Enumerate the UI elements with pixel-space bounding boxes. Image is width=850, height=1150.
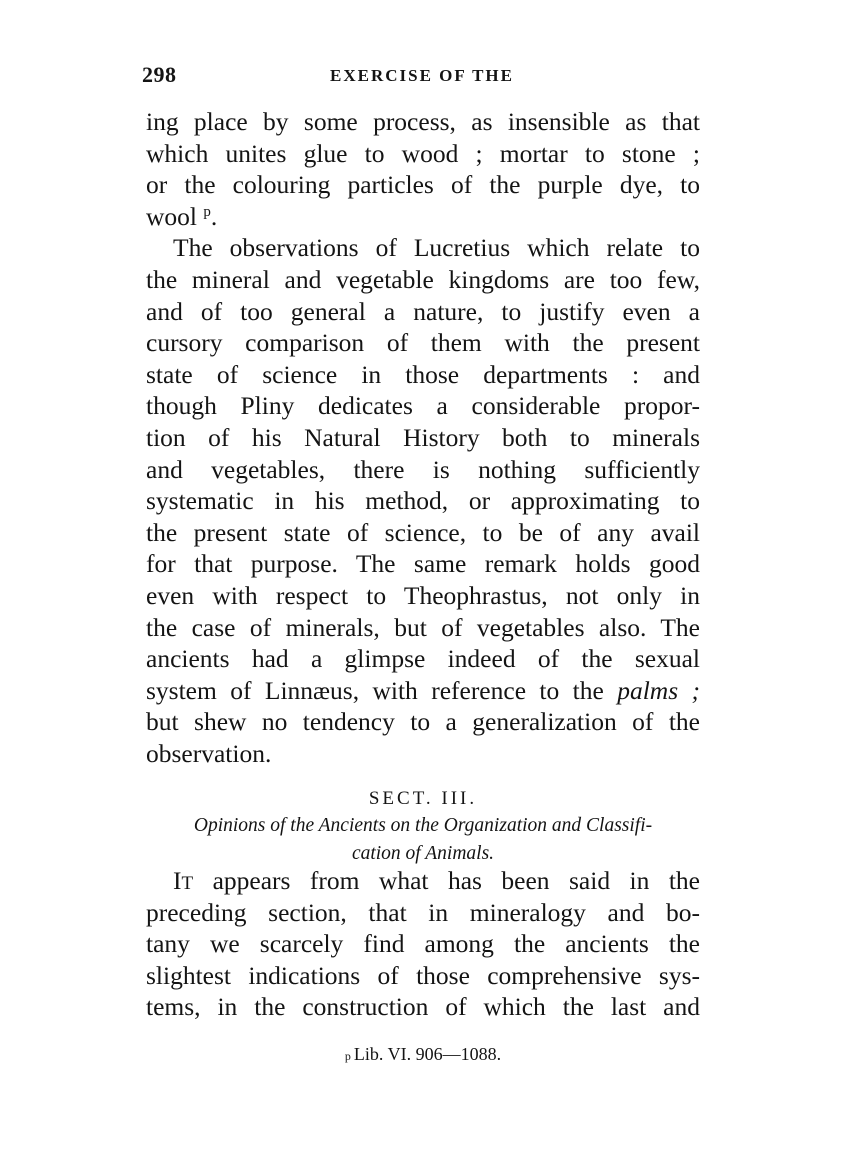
page-header <box>142 62 702 92</box>
text-line: slightest indications of those comprehensive sys- <box>146 960 700 990</box>
text-line: state of science in those departments : and <box>146 359 700 389</box>
text-line: even with respect to Theophrastus, not only in <box>146 580 700 610</box>
text-line: The observations of Lucretius which relate to <box>173 233 700 263</box>
section-text <box>146 865 700 1023</box>
text-line: the case of minerals, but of vegetables also. The <box>146 612 700 642</box>
text-fragment: appears from what has been said in the <box>193 866 700 895</box>
text-fragment: . <box>210 201 218 231</box>
text-line: ancients had a glimpse indeed of the sexual <box>146 644 700 674</box>
text-line: though Pliny dedicates a considerable propor- <box>146 391 700 421</box>
drop-initial: I <box>173 866 182 895</box>
section-subtitle <box>146 812 700 868</box>
text-line: the mineral and vegetable kingdoms are too few, <box>146 264 700 294</box>
text-line: and vegetables, there is nothing sufficiently <box>146 454 700 484</box>
text-line: which unites glue to wood ; mortar to stone ; <box>146 138 700 168</box>
subtitle-line: Opinions of the Ancients on the Organization and Classifi- <box>193 815 653 836</box>
text-line: observation. <box>146 738 272 768</box>
text-line: for that purpose. The same remark holds good <box>146 549 700 579</box>
text-line: or the colouring particles of the purple dye, to <box>146 170 700 200</box>
small-caps-fragment: T <box>181 873 194 894</box>
text-line <box>146 201 700 233</box>
text-line: and of too general a nature, to justify even a <box>146 296 700 326</box>
text-line <box>146 865 700 897</box>
text-line: the present state of science, to be of any avail <box>146 517 700 547</box>
text-line: tany we scarcely find among the ancients the <box>146 929 700 959</box>
footnote-text: Lib. VI. 906—1088. <box>353 1044 502 1064</box>
footnote <box>146 1044 700 1065</box>
page-number: 298 <box>142 62 177 87</box>
italic-word: palms ; <box>617 675 701 705</box>
text-fragment: wool <box>146 201 197 231</box>
text-line <box>146 675 700 707</box>
text-line: preceding section, that in mineralogy and bo- <box>146 897 700 927</box>
text-line: systematic in his method, or approximating to <box>146 486 700 516</box>
text-fragment: system of Linnæus, with reference to the <box>146 675 604 705</box>
text-line: cursory comparison of them with the present <box>146 328 700 358</box>
text-line: but shew no tendency to a generalization of the <box>146 707 700 737</box>
subtitle-line: cation of Animals. <box>351 843 495 864</box>
running-head: EXERCISE OF THE <box>330 66 514 85</box>
text-line: tems, in the construction of which the last and <box>146 992 700 1022</box>
footnote-reference: p <box>203 203 211 220</box>
footnote-mark: p <box>344 1049 351 1063</box>
text-line: tion of his Natural History both to minerals <box>146 422 700 452</box>
section-heading: SECT. III. <box>368 788 478 809</box>
text-line: ing place by some process, as insensible as that <box>146 107 700 136</box>
main-text <box>146 106 700 769</box>
